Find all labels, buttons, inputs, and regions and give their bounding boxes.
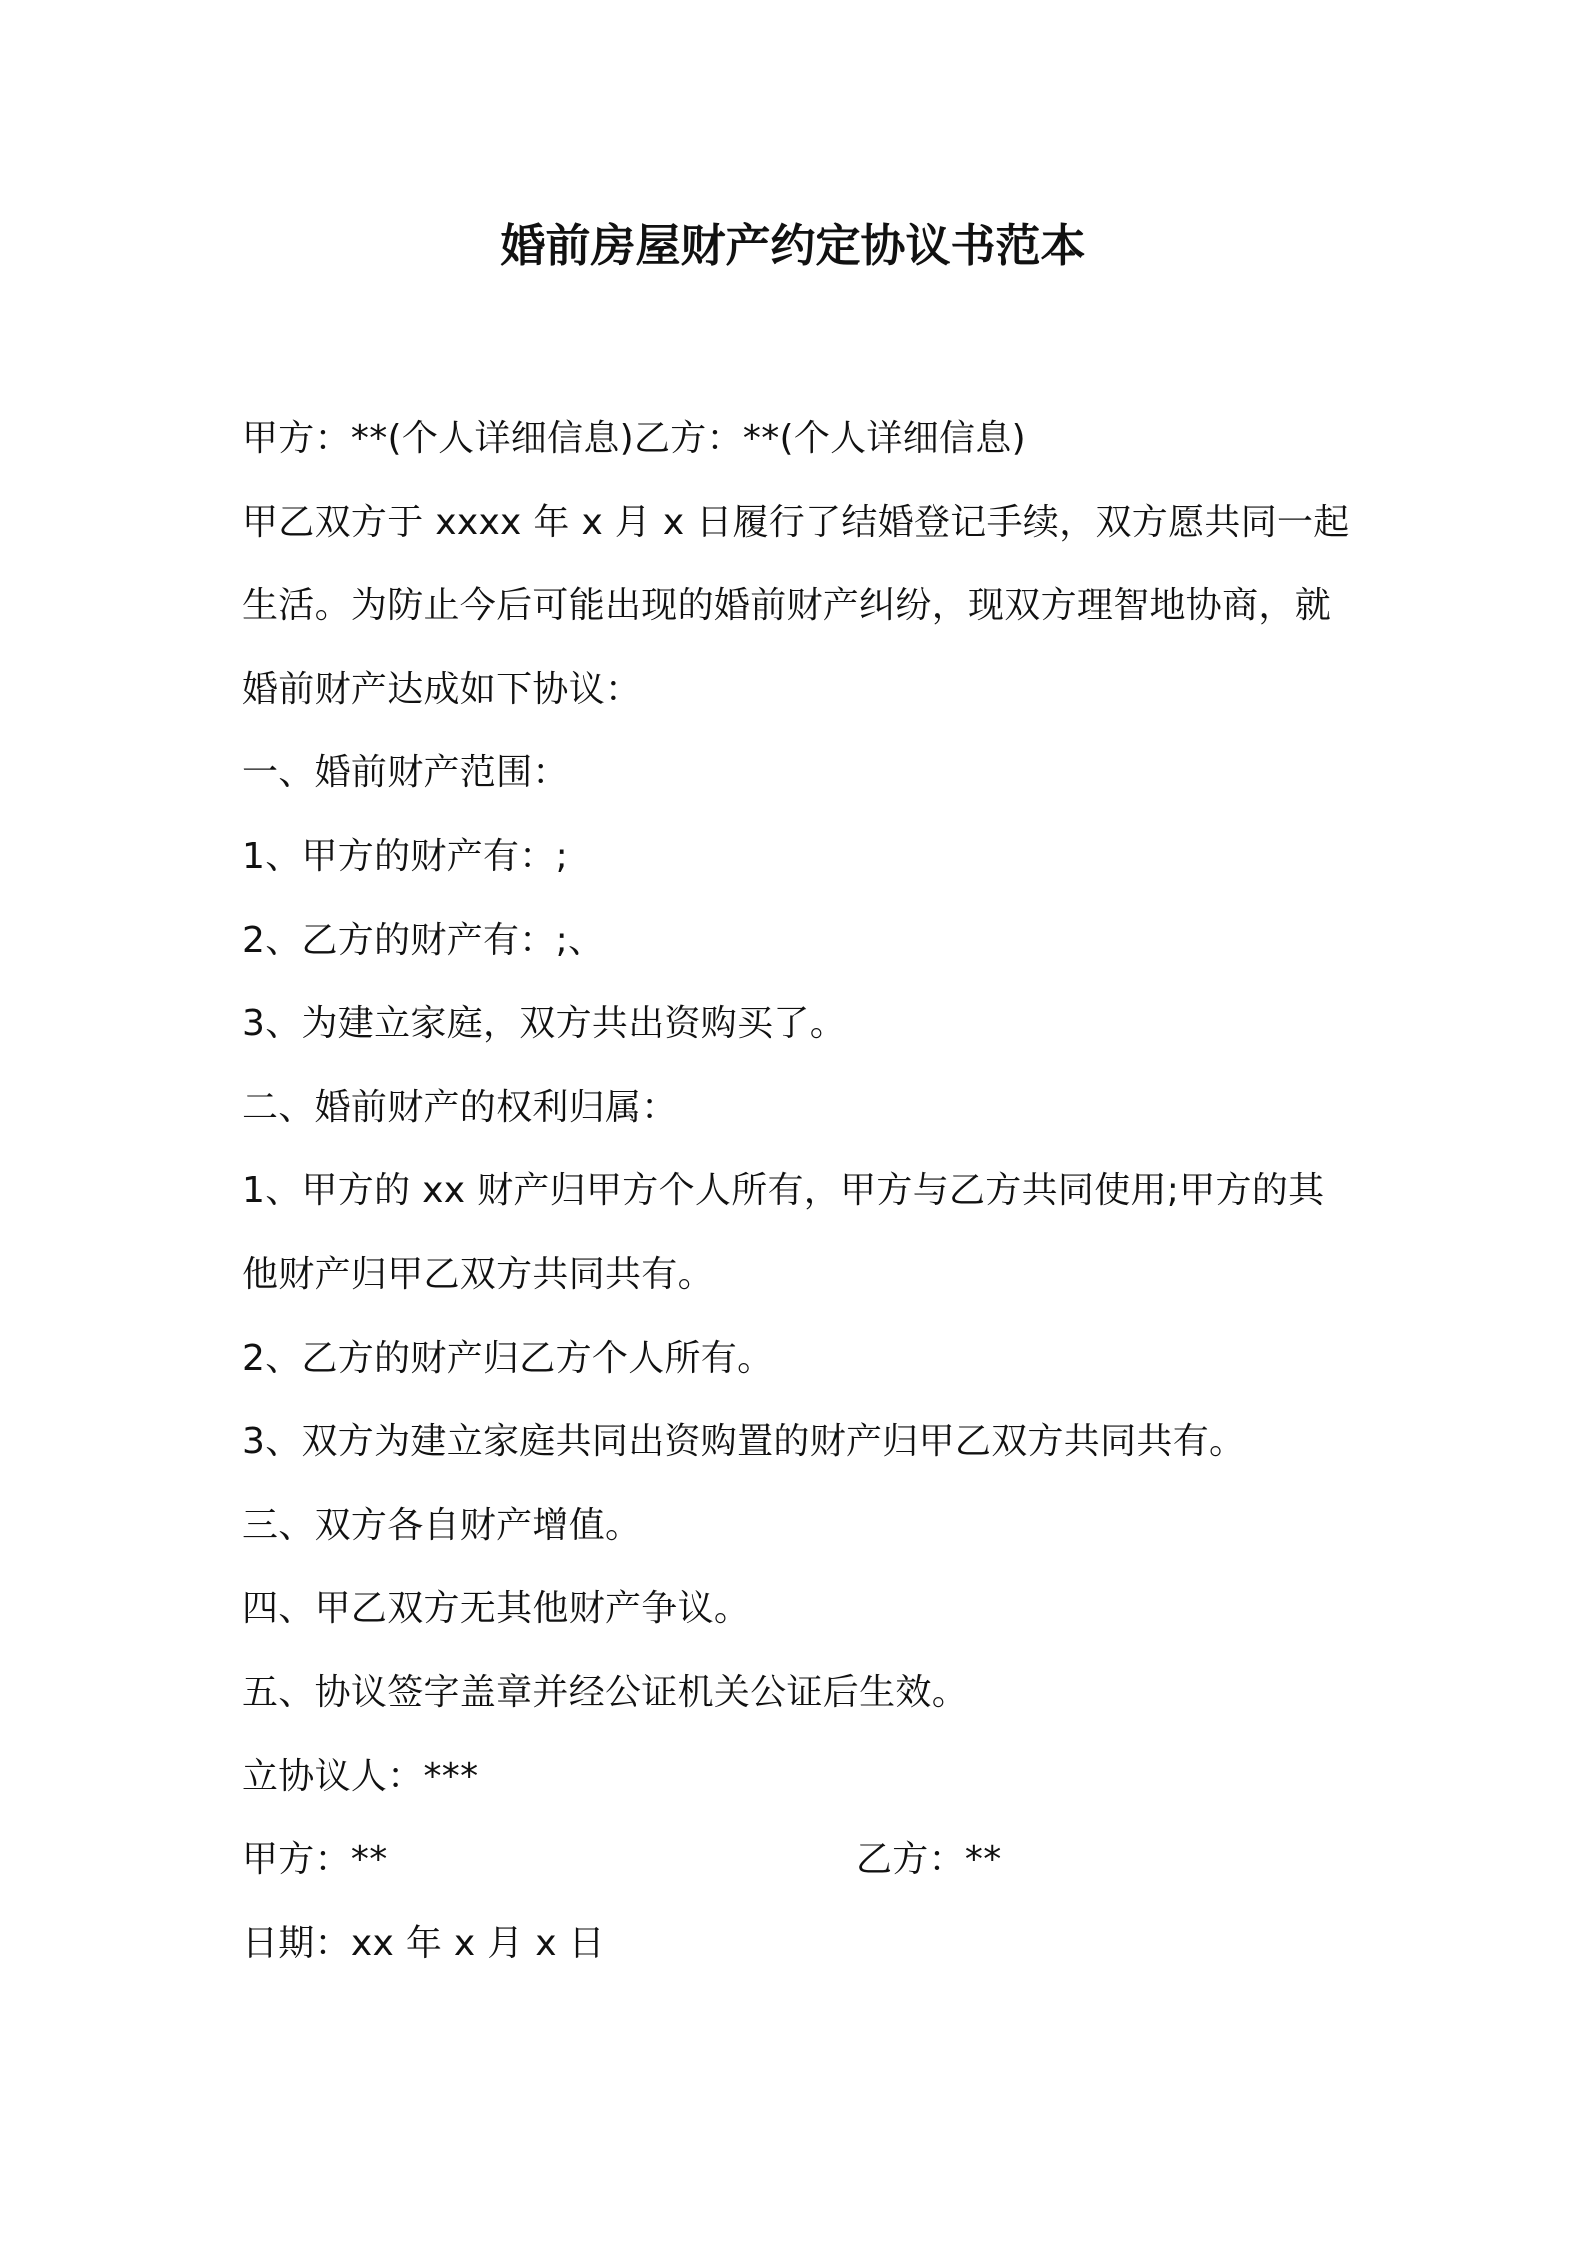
section2-item-3: 3、双方为建立家庭共同出资购置的财产归甲乙双方共同共有。 xyxy=(242,1421,1246,1463)
section1-item-2: 2、乙方的财产有：;、 xyxy=(242,919,605,961)
section2-item1-line-2: 他财产归甲乙双方共同共有。 xyxy=(242,1253,714,1295)
section1-heading: 一、婚前财产范围： xyxy=(242,752,569,794)
parties-line: 甲方：**(个人详细信息)乙方：**(个人详细信息) xyxy=(242,418,1026,459)
section1-item-1: 1、甲方的财产有：; xyxy=(242,835,569,877)
signature-row xyxy=(242,1825,1362,1909)
section2-item-2: 2、乙方的财产归乙方个人所有。 xyxy=(242,1337,774,1379)
date-line: 日期：xx 年 x 月 x 日 xyxy=(242,1922,605,1964)
document-title: 婚前房屋财产约定协议书范本 xyxy=(500,219,1086,272)
signatory-line: 立协议人：*** xyxy=(242,1755,479,1797)
intro-line-1: 甲乙双方于 xxxx 年 x 月 x 日履行了结婚登记手续，双方愿共同一起 xyxy=(242,501,1350,543)
section5: 五、协议签字盖章并经公证机关公证后生效。 xyxy=(242,1671,969,1713)
intro-line-3: 婚前财产达成如下协议： xyxy=(242,668,642,710)
party-a-signature: 甲方：** xyxy=(242,1839,388,1881)
section2-heading: 二、婚前财产的权利归属： xyxy=(242,1086,678,1128)
party-b-signature: 乙方：** xyxy=(856,1839,1002,1881)
section2-item1-line-1: 1、甲方的 xx 财产归甲方个人所有，甲方与乙方共同使用;甲方的其 xyxy=(242,1170,1325,1212)
intro-line-2: 生活。为防止今后可能出现的婚前财产纠纷，现双方理智地协商，就 xyxy=(242,585,1332,627)
section1-item-3: 3、为建立家庭，双方共出资购买了。 xyxy=(242,1003,847,1045)
section3: 三、双方各自财产增值。 xyxy=(242,1504,642,1546)
section4: 四、甲乙双方无其他财产争议。 xyxy=(242,1588,751,1630)
document-body xyxy=(242,404,1362,1992)
